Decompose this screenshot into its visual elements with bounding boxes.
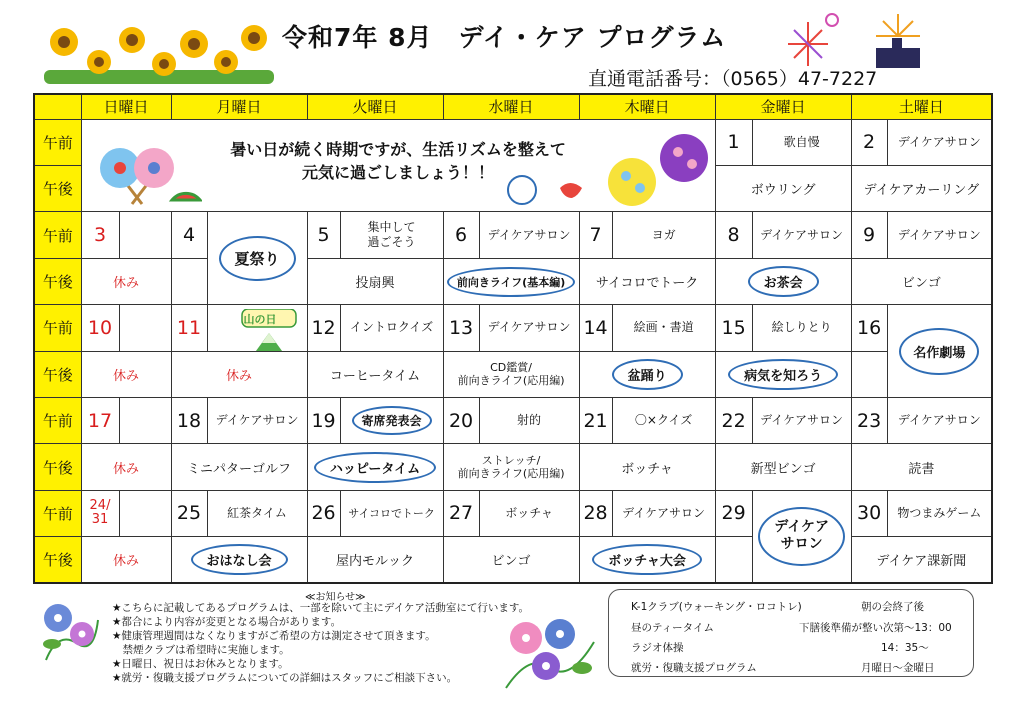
activity: 投扇興	[307, 258, 443, 304]
weekday-thu: 木曜日	[579, 94, 715, 119]
schedule-box	[608, 589, 974, 677]
empty-cell	[119, 305, 171, 351]
activity: 紅茶タイム	[207, 490, 307, 536]
mountain-day-cell	[207, 305, 307, 351]
phone-number: 直通電話番号：（0565）47-7227	[588, 68, 878, 90]
event-oval: 名作劇場	[899, 328, 979, 375]
activity: 読書	[851, 444, 992, 490]
schedule-time: 14：35～	[881, 642, 929, 654]
holiday-label: 休み	[171, 351, 307, 397]
notice-item: ★就労・復職支援プログラムについての詳細はスタッフにご相談下さい。	[112, 672, 458, 684]
date-18: 18	[171, 397, 207, 443]
schedule-time: 下膳後準備が整い次第～13：00	[799, 622, 952, 634]
event-oval: お茶会	[748, 266, 819, 297]
date-22: 22	[715, 397, 752, 443]
am-label: 午前	[34, 397, 81, 443]
weekday-sun: 日曜日	[81, 94, 171, 119]
event-cell	[579, 537, 715, 583]
event-oval	[758, 507, 845, 566]
event-cell	[715, 351, 851, 397]
yoyo-balloon-illustration	[482, 130, 716, 212]
empty-cell	[119, 490, 171, 536]
date-29: 29	[715, 490, 752, 536]
header-corner	[34, 94, 81, 119]
activity: デイケアサロン	[887, 212, 992, 258]
date-6: 6	[443, 212, 479, 258]
event-cell	[171, 537, 307, 583]
schedule-name: K-1クラブ(ウォーキング・ロコトレ)	[631, 601, 802, 613]
holiday-label: 休み	[81, 444, 171, 490]
date-28: 28	[579, 490, 612, 536]
notice-item: 禁煙クラブは希望時に実施します。	[112, 644, 290, 656]
pm-label: 午後	[34, 537, 81, 583]
activity: デイケアサロン	[752, 397, 851, 443]
schedule-name: 昼のティータイム	[631, 622, 714, 634]
event-oval: ハッピータイム	[314, 452, 436, 483]
event-cell	[887, 305, 992, 398]
activity: 屋内モルック	[307, 537, 443, 583]
date-26: 26	[307, 490, 340, 536]
activity	[443, 444, 579, 490]
weekday-sat: 土曜日	[851, 94, 992, 119]
activity: ミニパターゴルフ	[171, 444, 307, 490]
event-oval: 盆踊り	[612, 359, 683, 390]
event-cell	[715, 258, 851, 304]
date-14: 14	[579, 305, 612, 351]
notice-title: ≪お知らせ≫	[305, 592, 366, 603]
fireworks-illustration	[780, 8, 930, 70]
notice-item: ★都合により内容が変更となる場合があります。	[112, 616, 342, 628]
holiday-label: 休み	[81, 537, 171, 583]
activity: 射的	[479, 397, 579, 443]
activity: デイケアサロン	[479, 305, 579, 351]
activity: デイケアサロン	[752, 212, 851, 258]
activity-line: 過ごそう	[367, 235, 416, 250]
date-15: 15	[715, 305, 752, 351]
pm-label: 午後	[34, 444, 81, 490]
date-21: 21	[579, 397, 612, 443]
event-cell	[340, 397, 443, 443]
empty-cell	[119, 397, 171, 443]
activity: ビンゴ	[851, 258, 992, 304]
activity: サイコロでトーク	[340, 490, 443, 536]
date-27: 27	[443, 490, 479, 536]
activity: ボッチャ	[479, 490, 579, 536]
activity	[443, 351, 579, 397]
event-oval: おはなし会	[191, 544, 288, 575]
date-12: 12	[307, 305, 340, 351]
event-line: デイケア	[774, 518, 829, 535]
calendar-table	[33, 93, 993, 584]
pm-label: 午後	[34, 258, 81, 304]
event-cell	[307, 444, 443, 490]
notice-item: ★こちらに記載してあるプログラムは、一部を除いて主にデイケア活動室にて行います。	[112, 602, 530, 614]
activity: 物つまみゲーム	[887, 490, 992, 536]
activity: ボッチャ	[579, 444, 715, 490]
date-4: 4	[171, 212, 207, 258]
am-label: 午前	[34, 119, 81, 165]
date-25: 25	[171, 490, 207, 536]
activity-line: ストレッチ/	[481, 453, 541, 467]
activity: デイケアサロン	[612, 490, 715, 536]
date-19: 19	[307, 397, 340, 443]
event-line: サロン	[780, 536, 823, 553]
am-label: 午前	[34, 305, 81, 351]
activity: デイケアカーリング	[851, 166, 992, 212]
date-30: 30	[851, 490, 887, 536]
empty-cell	[715, 537, 752, 583]
empty-cell	[851, 351, 887, 397]
date-1: 1	[715, 119, 752, 165]
date-3: 3	[81, 212, 119, 258]
sunflowers-illustration	[44, 18, 274, 88]
activity: デイケアサロン	[207, 397, 307, 443]
activity: 絵しりとり	[752, 305, 851, 351]
fan-illustration	[92, 138, 202, 208]
date-7: 7	[579, 212, 612, 258]
date-9: 9	[851, 212, 887, 258]
holiday-label: 休み	[81, 258, 171, 304]
empty-cell	[119, 212, 171, 258]
activity: サイコロでトーク	[579, 258, 715, 304]
holiday-label: 休み	[81, 351, 171, 397]
activity	[340, 212, 443, 258]
weekday-mon: 月曜日	[171, 94, 307, 119]
date-16: 16	[851, 305, 887, 351]
activity: 新型ビンゴ	[715, 444, 851, 490]
activity: ビンゴ	[443, 537, 579, 583]
activity-line: 前向きライフ(応用編)	[457, 467, 565, 481]
date-11: 11	[171, 305, 207, 351]
am-label: 午前	[34, 490, 81, 536]
event-oval: 夏祭り	[219, 236, 296, 281]
morning-glory-illustration	[500, 612, 600, 692]
notice-item: ★健康管理週間はなくなりますがご希望の方は測定させて頂きます。	[112, 630, 436, 642]
date-5: 5	[307, 212, 340, 258]
event-cell	[579, 351, 715, 397]
pm-label: 午後	[34, 166, 81, 212]
banner-line-1: 暑い日が続く時期ですが、生活リズムを整えて	[230, 139, 566, 159]
page-title: 令和7年 8月 デイ・ケア プログラム	[282, 23, 727, 52]
activity: デイケアサロン	[887, 397, 992, 443]
event-cell	[207, 212, 307, 305]
activity: デイケア課新聞	[851, 537, 992, 583]
notice-list	[112, 601, 529, 685]
notice-item: ★日曜日、祝日はお休みとなります。	[112, 658, 289, 670]
weekday-wed: 水曜日	[443, 94, 579, 119]
activity: ボウリング	[715, 166, 851, 212]
activity: デイケアサロン	[887, 119, 992, 165]
date-line: 24/	[89, 498, 111, 514]
event-oval: ボッチャ大会	[592, 544, 702, 575]
activity: 絵画・書道	[612, 305, 715, 351]
pm-label: 午後	[34, 351, 81, 397]
date-2: 2	[851, 119, 887, 165]
activity: 〇×クイズ	[612, 397, 715, 443]
empty-cell	[171, 258, 207, 304]
event-cell	[752, 490, 851, 583]
activity-line: 集中して	[367, 220, 416, 235]
event-cell	[443, 258, 579, 304]
am-label: 午前	[34, 212, 81, 258]
date-8: 8	[715, 212, 752, 258]
event-oval: 病気を知ろう	[728, 359, 838, 390]
schedule-time: 朝の会終了後	[861, 601, 924, 613]
date-10: 10	[81, 305, 119, 351]
schedule-time: 月曜日～金曜日	[861, 662, 935, 674]
weekday-fri: 金曜日	[715, 94, 851, 119]
activity: デイケアサロン	[479, 212, 579, 258]
schedule-name: 就労・復職支援プログラム	[631, 662, 757, 674]
activity: 歌自慢	[752, 119, 851, 165]
activity-line: 前向きライフ(応用編)	[457, 374, 565, 388]
event-oval: 前向きライフ(基本編)	[447, 267, 575, 297]
weekday-tue: 火曜日	[307, 94, 443, 119]
activity: イントロクイズ	[340, 305, 443, 351]
date-17: 17	[81, 397, 119, 443]
morning-glory-illustration	[38, 600, 104, 664]
mountain-day-badge: 山の日	[243, 313, 277, 327]
activity: コーヒータイム	[307, 351, 443, 397]
banner-line-2: 元気に過ごしましょう！！	[302, 162, 495, 182]
date-20: 20	[443, 397, 479, 443]
schedule-name: ラジオ体操	[631, 642, 684, 654]
date-23: 23	[851, 397, 887, 443]
activity: ヨガ	[612, 212, 715, 258]
date-13: 13	[443, 305, 479, 351]
banner	[81, 119, 715, 212]
date-line: 31	[91, 512, 109, 528]
activity-line: CD鑑賞/	[490, 361, 532, 375]
date-24-31	[81, 490, 119, 536]
event-oval: 寄席発表会	[352, 406, 432, 435]
